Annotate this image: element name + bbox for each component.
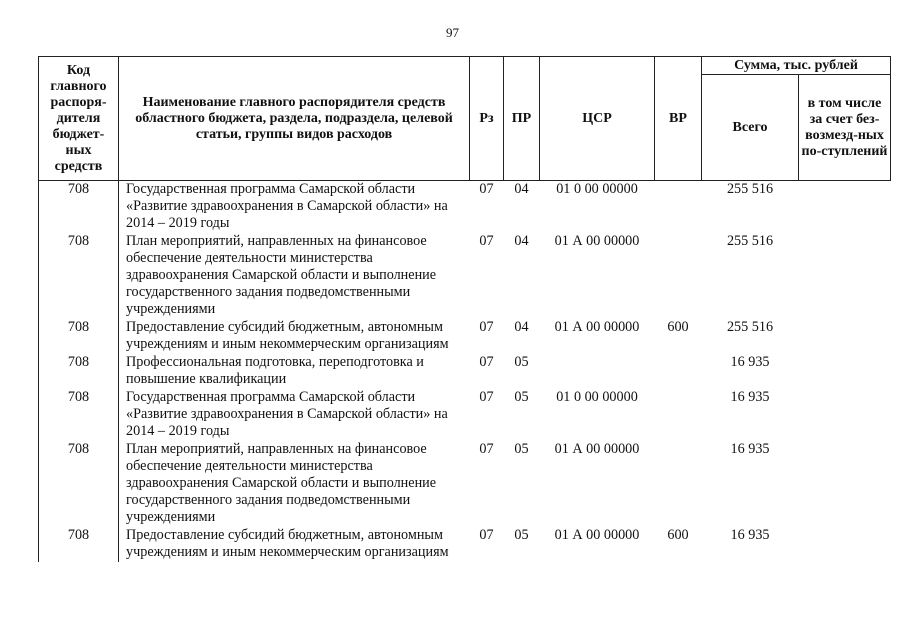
row-pr: 05 [514, 441, 529, 457]
row-name: Государственная программа Самарской области «Развитие здравоохранения в Самарской области» на 2014 – 2019 годы [126, 389, 448, 439]
header-name: Наименование главного распорядителя средств областного бюджета, раздела, подраздела, целевой статьи, группы видов расходов [119, 57, 470, 181]
row-rz: 07 [479, 441, 494, 457]
row-pr: 04 [514, 319, 529, 335]
row-vr: 600 [667, 319, 689, 335]
row-total: 16 935 [730, 527, 770, 543]
header-vr: ВР [655, 57, 702, 181]
row-vr [655, 233, 702, 319]
row-code: 708 [39, 389, 119, 441]
row-incl-free [799, 181, 891, 234]
header-csr: ЦСР [540, 57, 655, 181]
table-row [39, 319, 891, 354]
row-code: 708 [39, 354, 119, 389]
row-csr [540, 354, 655, 389]
page-number: 97 [446, 25, 459, 40]
row-code: 708 [39, 181, 119, 234]
header-code: Код главного распоря-дителя бюджет-ных средств [39, 57, 119, 181]
header-pr: ПР [504, 57, 540, 181]
row-rz: 07 [479, 389, 494, 405]
table-row [39, 389, 891, 441]
table-row [39, 527, 891, 562]
row-name: План мероприятий, направленных на финансовое обеспечение деятельности министерства здравоохранения Самарской области и выполнение государственного задания подведомственными учреждениями [126, 441, 437, 525]
row-total: 255 516 [726, 319, 774, 335]
row-rz: 07 [479, 233, 494, 249]
header-sum-group: Сумма, тыс. рублей [702, 57, 891, 75]
row-name: Государственная программа Самарской области «Развитие здравоохранения в Самарской области» на 2014 – 2019 годы [126, 181, 448, 231]
row-csr: 01 0 00 00000 [556, 181, 638, 197]
row-name: Предоставление субсидий бюджетным, автономным учреждениям и иным некоммерческим организациям [126, 527, 449, 560]
row-csr: 01 0 00 00000 [556, 389, 638, 405]
row-csr: 01 А 00 00000 [554, 233, 640, 249]
row-vr [655, 181, 702, 234]
row-total: 16 935 [730, 354, 770, 370]
row-code: 708 [39, 527, 119, 562]
row-vr [655, 389, 702, 441]
row-total: 16 935 [730, 389, 770, 405]
row-name: Предоставление субсидий бюджетным, автономным учреждениям и иным некоммерческим организациям [126, 319, 449, 352]
row-csr: 01 А 00 00000 [554, 319, 640, 335]
row-incl-free [799, 319, 891, 354]
row-pr: 05 [514, 389, 529, 405]
row-vr: 600 [667, 527, 689, 543]
row-incl-free [799, 527, 891, 562]
row-name: План мероприятий, направленных на финансовое обеспечение деятельности министерства здравоохранения Самарской области и выполнение государственного задания подведомственными учреждениями [126, 233, 437, 317]
row-code: 708 [39, 233, 119, 319]
row-rz: 07 [479, 354, 494, 370]
table-row [39, 354, 891, 389]
row-total: 16 935 [730, 441, 770, 457]
row-incl-free [799, 233, 891, 319]
row-rz: 07 [479, 319, 494, 335]
budget-table [38, 56, 891, 562]
row-code: 708 [39, 441, 119, 527]
table-row [39, 181, 891, 234]
row-name: Профессиональная подготовка, переподготовка и повышение квалификации [126, 354, 424, 387]
row-vr [655, 354, 702, 389]
header-rz: Рз [470, 57, 504, 181]
row-rz: 07 [479, 527, 494, 543]
row-pr: 05 [514, 527, 529, 543]
table-row [39, 441, 891, 527]
row-pr: 05 [514, 354, 529, 370]
row-vr [655, 441, 702, 527]
row-pr: 04 [514, 181, 529, 197]
row-rz: 07 [479, 181, 494, 197]
row-csr: 01 А 00 00000 [554, 441, 640, 457]
row-incl-free [799, 354, 891, 389]
row-total: 255 516 [726, 233, 774, 249]
row-code: 708 [39, 319, 119, 354]
row-total: 255 516 [726, 181, 774, 197]
row-incl-free [799, 389, 891, 441]
header-incl-free: в том числе за счет без-возмезд-ных по-ступлений [799, 75, 891, 181]
row-incl-free [799, 441, 891, 527]
table-row [39, 233, 891, 319]
header-total: Всего [702, 75, 799, 181]
row-csr: 01 А 00 00000 [554, 527, 640, 543]
row-pr: 04 [514, 233, 529, 249]
